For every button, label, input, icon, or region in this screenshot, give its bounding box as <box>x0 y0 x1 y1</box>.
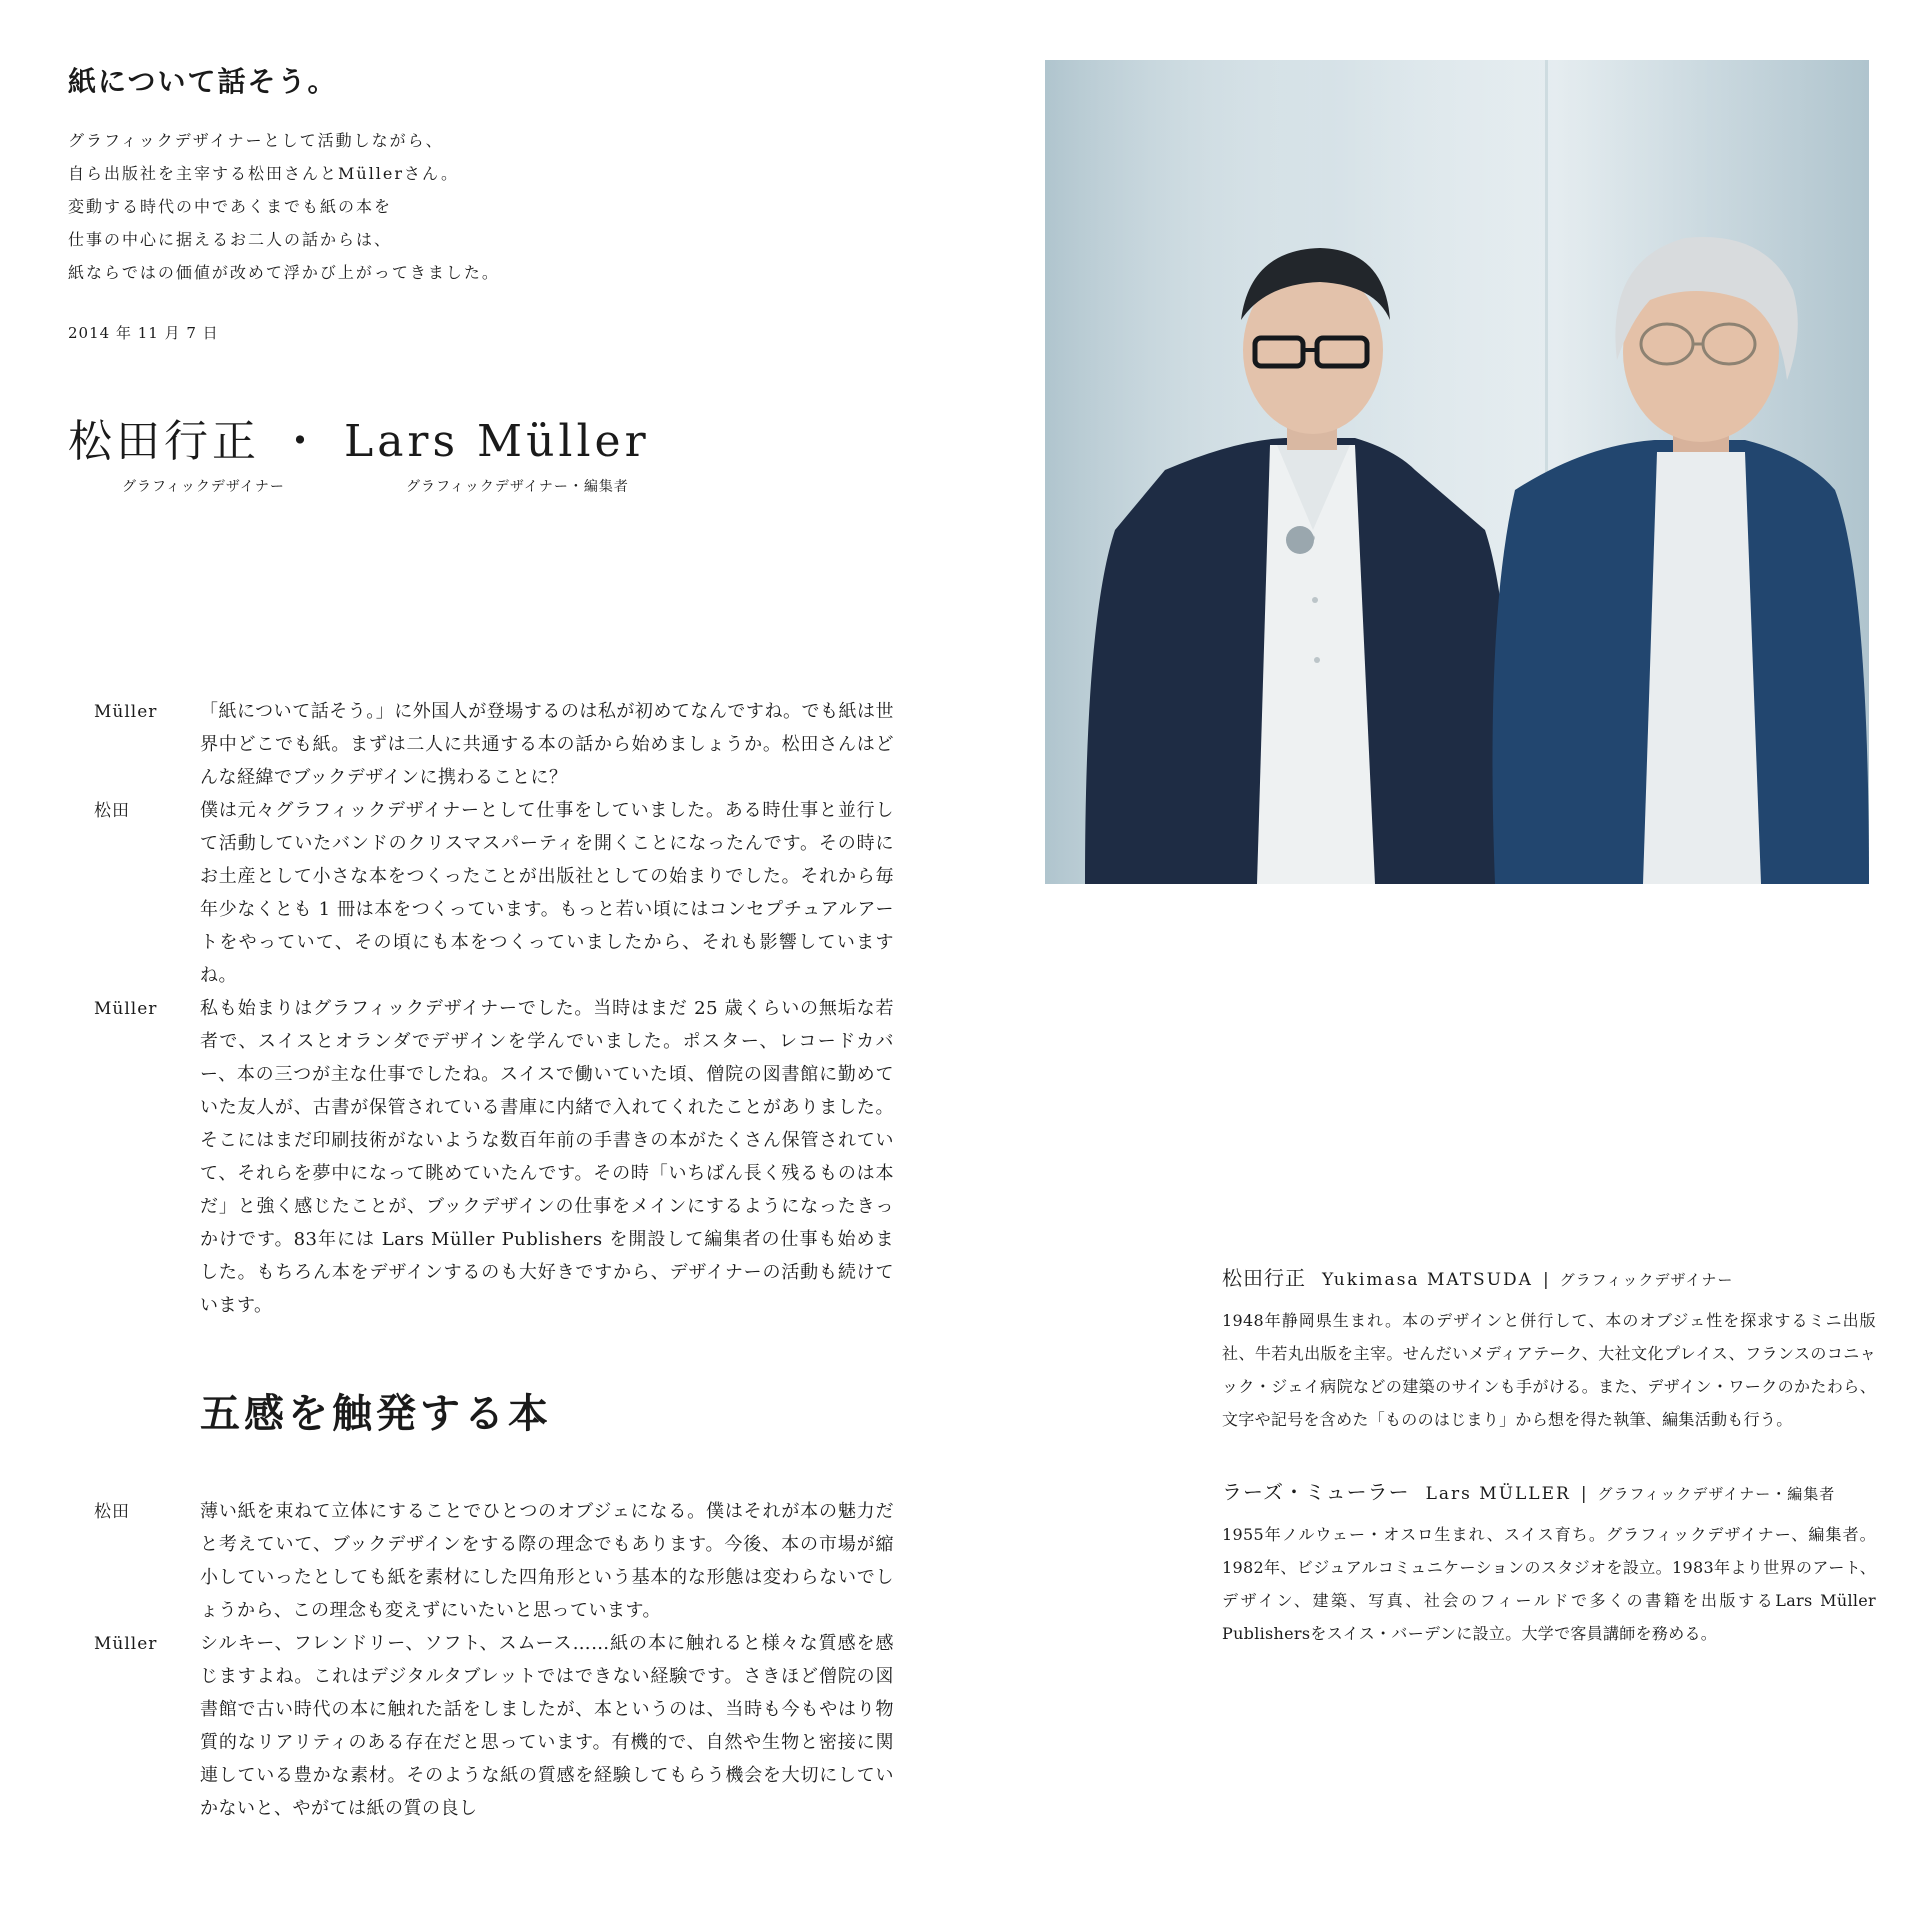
dialogue-turn <box>94 992 894 1322</box>
dialogue-turn <box>94 794 894 992</box>
intro-line: 仕事の中心に据えるお二人の話からは、 <box>68 230 393 249</box>
matsuda-role: グラフィックデザイナー <box>122 479 285 495</box>
speaker-label: Müller <box>94 1634 158 1654</box>
speech-text: 私も始まりはグラフィックデザイナーでした。当時はまだ 25 歳くらいの無垢な若者で、スイスとオランダでデザインを学んでいました。ポスター、レコードカバー、本の三つが主な仕事でしたね。スイスで働いていた頃、僧院の図書館に勤めていた友人が、古書が保管されている書庫に内緒で入れてくれたことがありました。そこにはまだ印刷技術がないような数百年前の手書きの本がたくさん保管されていて、それらを夢中になって眺めていたんです。その時「いちばん長く残るものは本だ」と強く感じたことが、ブックデザインの仕事をメインにするようになったきっかけです。83年には Lars Müller Publishers を開設して編集者の仕事も始めました。もちろん本をデザインするのも大好きですから、デザイナーの活動も続けています。 <box>200 998 894 1316</box>
speech-text: シルキー、フレンドリー、ソフト、スムース……紙の本に触れると様々な質感を感じますよね。これはデジタルタブレットではできない経験です。さきほど僧院の図書館で古い時代の本に触れた話をしましたが、本というのは、当時も今もやはり物質的なリアリティのある存在だと思っています。有機的で、自然や生物と密接に関連している豊かな素材。そのような紙の質感を経験してもらう機会を大切にしていかないと、やがては紙の質の良し <box>200 1633 894 1819</box>
intro-line: 自ら出版社を主宰する松田さんとMüllerさん。 <box>68 164 459 183</box>
speaker-names <box>68 412 650 472</box>
dialogue-turn <box>94 1495 894 1627</box>
dialogue-part1 <box>94 695 894 1322</box>
profile-muller <box>1222 1474 1876 1650</box>
dialogue-part2 <box>94 1495 894 1825</box>
section-heading: 五感を触発する本 <box>200 1390 552 1437</box>
profile-heading <box>1222 1260 1876 1298</box>
profile-bio: 1948年静岡県生まれ。本のデザインと併行して、本のオブジェ性を探求するミニ出版社、牛若丸出版を主宰。せんだいメディアテーク、大社文化プレイス、フランスのコニャック・ジェイ病院などの建築のサインも手がける。また、デザイン・ワークのかたわら、文字や記号を含めた「もののはじまり」から想を得た執筆、編集活動も行う。 <box>1222 1311 1876 1429</box>
intro-line: グラフィックデザイナーとして活動しながら、 <box>68 131 444 150</box>
intro <box>68 62 968 289</box>
profiles <box>1222 1260 1876 1688</box>
profile-matsuda <box>1222 1260 1876 1436</box>
muller-role: グラフィックデザイナー・編集者 <box>406 479 629 495</box>
intro-lead <box>68 124 968 289</box>
intro-line: 紙ならではの価値が改めて浮かび上がってきました。 <box>68 263 500 282</box>
speaker-label: 松田 <box>94 801 130 821</box>
profile-name: 松田行正 <box>1222 1266 1306 1290</box>
speaker-label: 松田 <box>94 1502 130 1522</box>
portrait-photo <box>1045 60 1869 884</box>
profile-name-en: Lars MÜLLER <box>1425 1484 1571 1504</box>
profile-heading <box>1222 1474 1876 1512</box>
speech-text: 僕は元々グラフィックデザイナーとして仕事をしていました。ある時仕事と並行して活動していたバンドのクリスマスパーティを開くことになったんです。その時にお土産として小さな本をつくったことが出版社としての始まりでした。それから毎年少なくとも 1 冊は本をつくっています。もっと若い頃にはコンセプチュアルアートをやっていて、その頃にも本をつくっていましたから、それも影響していますね。 <box>200 800 894 986</box>
dialogue-turn <box>94 1627 894 1825</box>
speaker-label: Müller <box>94 999 158 1019</box>
profile-bio: 1955年ノルウェー・オスロ生まれ、スイス育ち。グラフィックデザイナー、編集者。1982年、ビジュアルコミュニケーションのスタジオを設立。1983年より世界のアート、デザイン、建築、写真、社会のフィールドで多くの書籍を出版するLars Müller Publishersをスイス・バーデンに設立。大学で客員講師を務める。 <box>1222 1525 1876 1643</box>
intro-title: 紙について話そう。 <box>68 65 338 98</box>
article-date: 2014 年 11 月 7 日 <box>68 324 219 342</box>
profile-name: ラーズ・ミューラー <box>1222 1480 1410 1504</box>
profile-role: グラフィックデザイナー・編集者 <box>1597 1485 1836 1503</box>
intro-line: 変動する時代の中であくまでも紙の本を <box>68 197 393 216</box>
profile-role: グラフィックデザイナー <box>1559 1271 1734 1289</box>
speech-text: 「紙について話そう。」に外国人が登場するのは私が初めてなんですね。でも紙は世界中どこでも紙。まずは二人に共通する本の話から始めましょうか。松田さんはどんな経緯でブックデザインに携わることに？ <box>200 701 894 788</box>
profile-name-en: Yukimasa MATSUDA <box>1322 1270 1533 1290</box>
dialogue-turn <box>94 695 894 794</box>
speech-text: 薄い紙を束ねて立体にすることでひとつのオブジェになる。僕はそれが本の魅力だと考えていて、ブックデザインをする際の理念でもあります。今後、本の市場が縮小していったとしても紙を素材にした四角形という基本的な形態は変わらないでしょうから、この理念も変えずにいたいと思っています。 <box>200 1501 894 1621</box>
profile-separator: | <box>1542 1270 1550 1290</box>
speaker-label: Müller <box>94 702 158 722</box>
speaker-names-line: 松田行正 ・ Lars Müller <box>68 416 650 467</box>
portrait-illustration <box>1045 60 1869 884</box>
profile-separator: | <box>1580 1484 1588 1504</box>
